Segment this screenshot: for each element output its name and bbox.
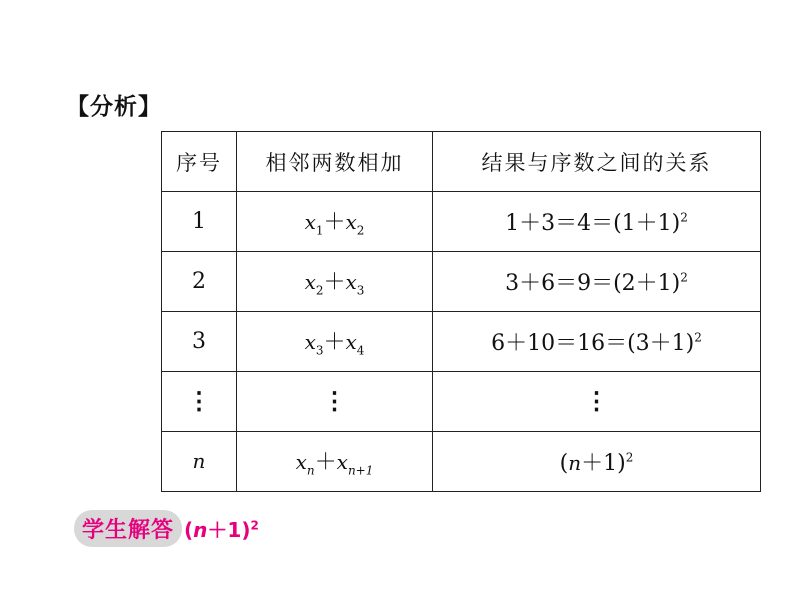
var-x: x (304, 210, 316, 235)
var-x: x (345, 330, 357, 355)
exponent: 2 (625, 450, 634, 465)
table-row (162, 192, 761, 252)
subscript-n-plus-1: n+1 (347, 463, 374, 478)
vertical-dots (237, 372, 433, 432)
vdots-glyph: ⋮ (322, 385, 347, 415)
answer-expression (184, 514, 259, 543)
paren-open: ( (184, 518, 194, 542)
analysis-heading: 【分析】 (66, 94, 162, 120)
relation-text: 6＋10＝16＝(3＋1) (491, 331, 695, 356)
subscript: 2 (356, 223, 365, 238)
relation-text: 1＋3＝4＝(1＋1) (505, 211, 681, 236)
subscript: 1 (315, 223, 324, 238)
header-relation: 结果与序数之间的关系 (433, 132, 761, 192)
var-x: x (304, 330, 316, 355)
plus-sign: ＋ (323, 270, 346, 296)
exponent: 2 (680, 210, 688, 225)
row-relation (433, 252, 761, 312)
row-sum (237, 252, 433, 312)
exponent: 2 (250, 518, 259, 533)
table-row (162, 252, 761, 312)
student-answer (74, 510, 259, 547)
row-index: 1 (162, 192, 237, 252)
var-x: x (345, 270, 357, 295)
var-x: x (304, 270, 316, 295)
subscript: 4 (356, 343, 365, 358)
plus-sign: ＋ (323, 210, 346, 236)
answer-rest: ＋1) (207, 518, 251, 542)
vdots-glyph: ⋮ (187, 385, 211, 415)
row-relation (433, 192, 761, 252)
row-relation (433, 432, 761, 492)
vertical-dots (433, 372, 761, 432)
exponent: 2 (694, 330, 702, 345)
subscript (348, 464, 373, 478)
plus-sign: ＋ (314, 450, 337, 476)
var-n: n (193, 518, 208, 542)
row-index: 2 (162, 252, 237, 312)
row-sum (237, 432, 433, 492)
var-n: n (192, 449, 206, 473)
subscript-n: n (306, 463, 315, 478)
vertical-dots (162, 372, 237, 432)
subscript: 3 (356, 283, 365, 298)
table-row-ellipsis (162, 372, 761, 432)
header-index: 序号 (162, 132, 237, 192)
var-x: x (345, 210, 357, 235)
var-x: x (295, 450, 307, 475)
relation-text: 3＋6＝9＝(2＋1) (505, 271, 681, 296)
var-x: x (336, 450, 348, 475)
var-n: n (568, 451, 582, 475)
row-sum (237, 312, 433, 372)
table-header-row (162, 132, 761, 192)
plus-sign: ＋ (323, 330, 346, 356)
subscript (307, 464, 315, 478)
paren-open: ( (559, 451, 569, 476)
subscript: 3 (315, 343, 324, 358)
row-index: 3 (162, 312, 237, 372)
table-row-general (162, 432, 761, 492)
relation-rest: ＋1) (581, 451, 626, 476)
row-sum (237, 192, 433, 252)
exponent: 2 (680, 270, 688, 285)
vdots-glyph: ⋮ (584, 385, 609, 415)
row-index (162, 432, 237, 492)
student-answer-badge: 学生解答 (74, 510, 182, 547)
header-adjacent-sum: 相邻两数相加 (237, 132, 433, 192)
row-relation (433, 312, 761, 372)
subscript: 2 (315, 283, 324, 298)
analysis-table (161, 131, 761, 492)
table-row (162, 312, 761, 372)
